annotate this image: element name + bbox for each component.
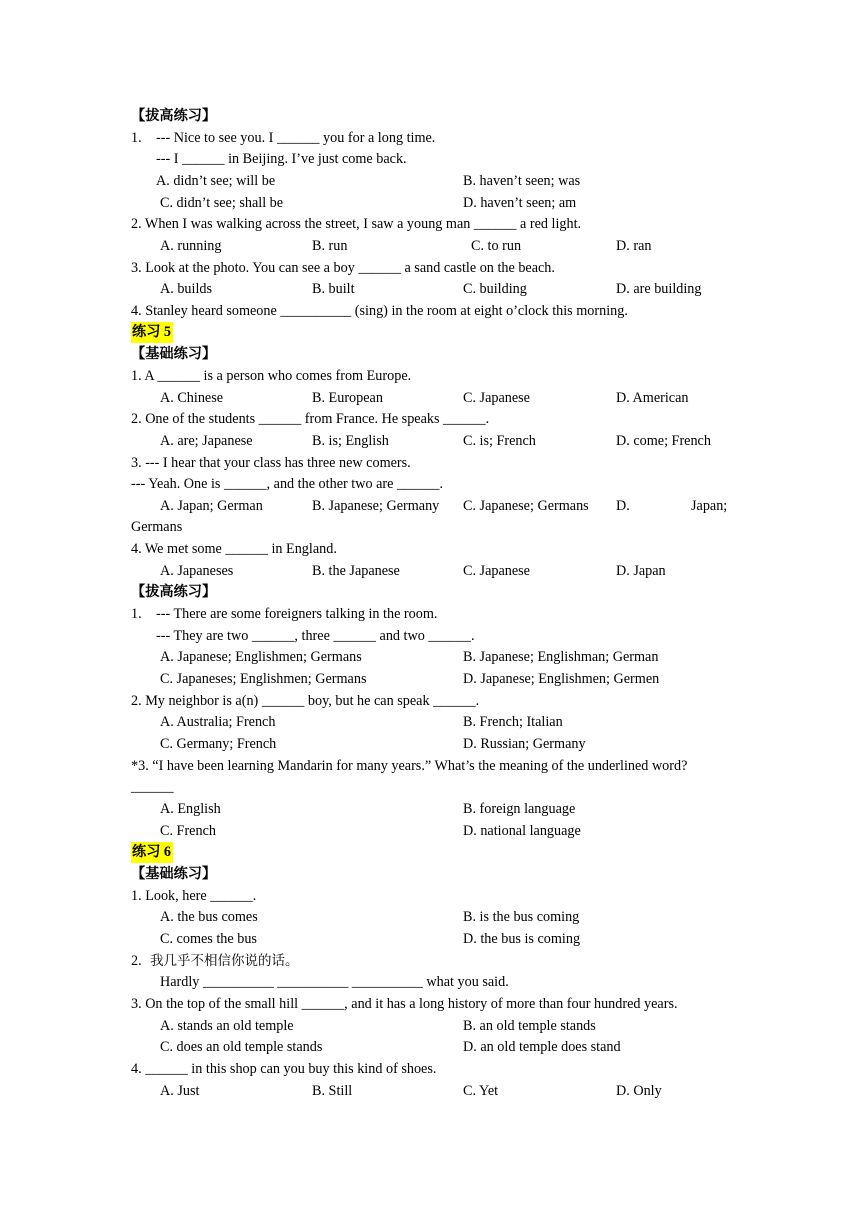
text-line — [0, 712, 860, 733]
line-text: A. Japaneses — [160, 563, 234, 579]
text-line — [0, 1016, 860, 1037]
line-text: D. an old temple does stand — [463, 1039, 621, 1055]
line-text: B. haven’t seen; was — [463, 173, 581, 189]
text-line — [0, 994, 860, 1015]
line-text: A. Just — [160, 1083, 200, 1099]
text-line — [0, 691, 860, 712]
text-line — [0, 409, 860, 430]
text-line — [0, 431, 860, 452]
line-text: 2. When I was walking across the street, I saw a young man ______ a red light. — [131, 216, 582, 232]
text-line — [0, 886, 860, 907]
line-text: B. built — [312, 281, 355, 297]
line-text: 1. — [131, 606, 142, 622]
line-text: C. does an old temple stands — [160, 1039, 323, 1055]
text-line — [0, 929, 860, 950]
line-text: C. building — [463, 281, 527, 297]
line-text: --- Yeah. One is ______, and the other two are ______. — [131, 476, 444, 492]
line-text: 我几乎不相信你说的话。 — [150, 953, 299, 969]
line-text: B. foreign language — [463, 801, 576, 817]
text-line — [0, 149, 860, 170]
line-text: D. Japan — [616, 563, 666, 579]
line-text: C. is; French — [463, 433, 536, 449]
line-text: D. haven’t seen; am — [463, 195, 577, 211]
line-text: A. Japan; German — [160, 498, 263, 514]
text-line — [0, 1059, 860, 1080]
line-text: C. Japanese; Germans — [463, 498, 589, 514]
subsection-heading: 【拔高练习】 — [131, 108, 217, 124]
line-text: 4. We met some ______ in England. — [131, 541, 337, 557]
line-text: D. Russian; Germany — [463, 736, 586, 752]
line-text: 3. On the top of the small hill ______, and it has a long history of more than four hundred years. — [131, 996, 678, 1012]
line-text: Germans — [131, 519, 183, 535]
line-text: B. European — [312, 390, 383, 406]
line-text: A. Japanese; Englishmen; Germans — [160, 649, 362, 665]
line-text: --- They are two ______, three ______ and two ______. — [156, 628, 475, 644]
line-text: C. comes the bus — [160, 931, 257, 947]
text-line — [0, 301, 860, 322]
text-line — [0, 193, 860, 214]
text-line — [0, 951, 860, 972]
line-text: *3. “I have been learning Mandarin for many years.” What’s the meaning of the underlined word? — [131, 758, 688, 774]
line-text: B. an old temple stands — [463, 1018, 596, 1034]
text-line — [0, 517, 860, 538]
subsection-heading: 【拔高练习】 — [131, 584, 217, 600]
text-line — [0, 279, 860, 300]
line-text: A. are; Japanese — [160, 433, 253, 449]
text-line — [0, 972, 860, 993]
text-line — [0, 128, 860, 149]
text-line — [0, 734, 860, 755]
line-text: 1. — [131, 130, 142, 146]
line-text: A. Chinese — [160, 390, 224, 406]
text-line — [0, 171, 860, 192]
line-text: D. Only — [616, 1083, 662, 1099]
text-line — [0, 561, 860, 582]
text-line — [0, 322, 860, 343]
line-text: --- There are some foreigners talking in the room. — [156, 606, 438, 622]
subsection-heading: 【基础练习】 — [131, 346, 217, 362]
line-text: D. are building — [616, 281, 702, 297]
line-text: D. come; French — [616, 433, 711, 449]
text-line — [0, 582, 860, 603]
line-text: 3. --- I hear that your class has three new comers. — [131, 455, 411, 471]
text-line — [0, 453, 860, 474]
section-heading: 练习 5 — [131, 322, 173, 343]
text-line — [0, 669, 860, 690]
line-text: C. Japanese — [463, 390, 530, 406]
line-text: 4. ______ in this shop can you buy this kind of shoes. — [131, 1061, 437, 1077]
line-text: A. Australia; French — [160, 714, 276, 730]
text-line — [0, 496, 860, 517]
line-text: Japan; — [691, 498, 728, 514]
section-heading: 练习 6 — [131, 842, 173, 863]
line-text: A. English — [160, 801, 221, 817]
text-line — [0, 907, 860, 928]
text-line — [0, 821, 860, 842]
line-text: D. ran — [616, 238, 652, 254]
text-line — [0, 777, 860, 798]
text-line — [0, 388, 860, 409]
line-text: A. the bus comes — [160, 909, 258, 925]
text-line — [0, 842, 860, 863]
line-text: 1. A ______ is a person who comes from Europe. — [131, 368, 412, 384]
line-text: B. is the bus coming — [463, 909, 580, 925]
text-line — [0, 1081, 860, 1102]
text-line — [0, 756, 860, 777]
line-text: B. the Japanese — [312, 563, 400, 579]
text-line — [0, 214, 860, 235]
text-line — [0, 366, 860, 387]
text-line — [0, 474, 860, 495]
text-line — [0, 1037, 860, 1058]
line-text: --- I ______ in Beijing. I’ve just come back. — [156, 151, 407, 167]
text-line — [0, 344, 860, 365]
line-text: D. the bus is coming — [463, 931, 581, 947]
text-line — [0, 258, 860, 279]
line-text: C. Japanese — [463, 563, 530, 579]
line-text: 1. Look, here ______. — [131, 888, 257, 904]
line-text: B. is; English — [312, 433, 389, 449]
line-text: Hardly __________ __________ __________ what you said. — [160, 974, 509, 990]
line-text: B. Japanese; Englishman; German — [463, 649, 659, 665]
line-text: 2. — [131, 953, 142, 969]
line-text: D. Japanese; Englishmen; Germen — [463, 671, 660, 687]
line-text: B. Still — [312, 1083, 353, 1099]
line-text: 2. One of the students ______ from France. He speaks ______. — [131, 411, 490, 427]
line-text: A. didn’t see; will be — [156, 173, 276, 189]
text-line — [0, 864, 860, 885]
line-text: C. French — [160, 823, 216, 839]
text-line — [0, 626, 860, 647]
line-text: D. — [616, 498, 630, 514]
line-text: B. Japanese; Germany — [312, 498, 440, 514]
line-text: ______ — [131, 779, 174, 795]
line-text: B. run — [312, 238, 348, 254]
line-text: D. American — [616, 390, 689, 406]
line-text: A. stands an old temple — [160, 1018, 294, 1034]
line-text: C. Germany; French — [160, 736, 277, 752]
line-text: C. didn’t see; shall be — [160, 195, 284, 211]
line-text: 2. My neighbor is a(n) ______ boy, but he can speak ______. — [131, 693, 480, 709]
line-text: D. national language — [463, 823, 581, 839]
text-line — [0, 604, 860, 625]
line-text: A. running — [160, 238, 222, 254]
line-text: A. builds — [160, 281, 213, 297]
text-line — [0, 539, 860, 560]
subsection-heading: 【基础练习】 — [131, 866, 217, 882]
line-text: C. to run — [471, 238, 522, 254]
text-line — [0, 799, 860, 820]
line-text: C. Japaneses; Englishmen; Germans — [160, 671, 367, 687]
line-text: 4. Stanley heard someone __________ (sing) in the room at eight o’clock this morning. — [131, 303, 628, 319]
line-text: --- Nice to see you. I ______ you for a long time. — [156, 130, 436, 146]
text-line — [0, 647, 860, 668]
line-text: C. Yet — [463, 1083, 499, 1099]
text-line — [0, 236, 860, 257]
line-text: B. French; Italian — [463, 714, 563, 730]
line-text: 3. Look at the photo. You can see a boy ______ a sand castle on the beach. — [131, 260, 555, 276]
text-line — [0, 106, 860, 127]
